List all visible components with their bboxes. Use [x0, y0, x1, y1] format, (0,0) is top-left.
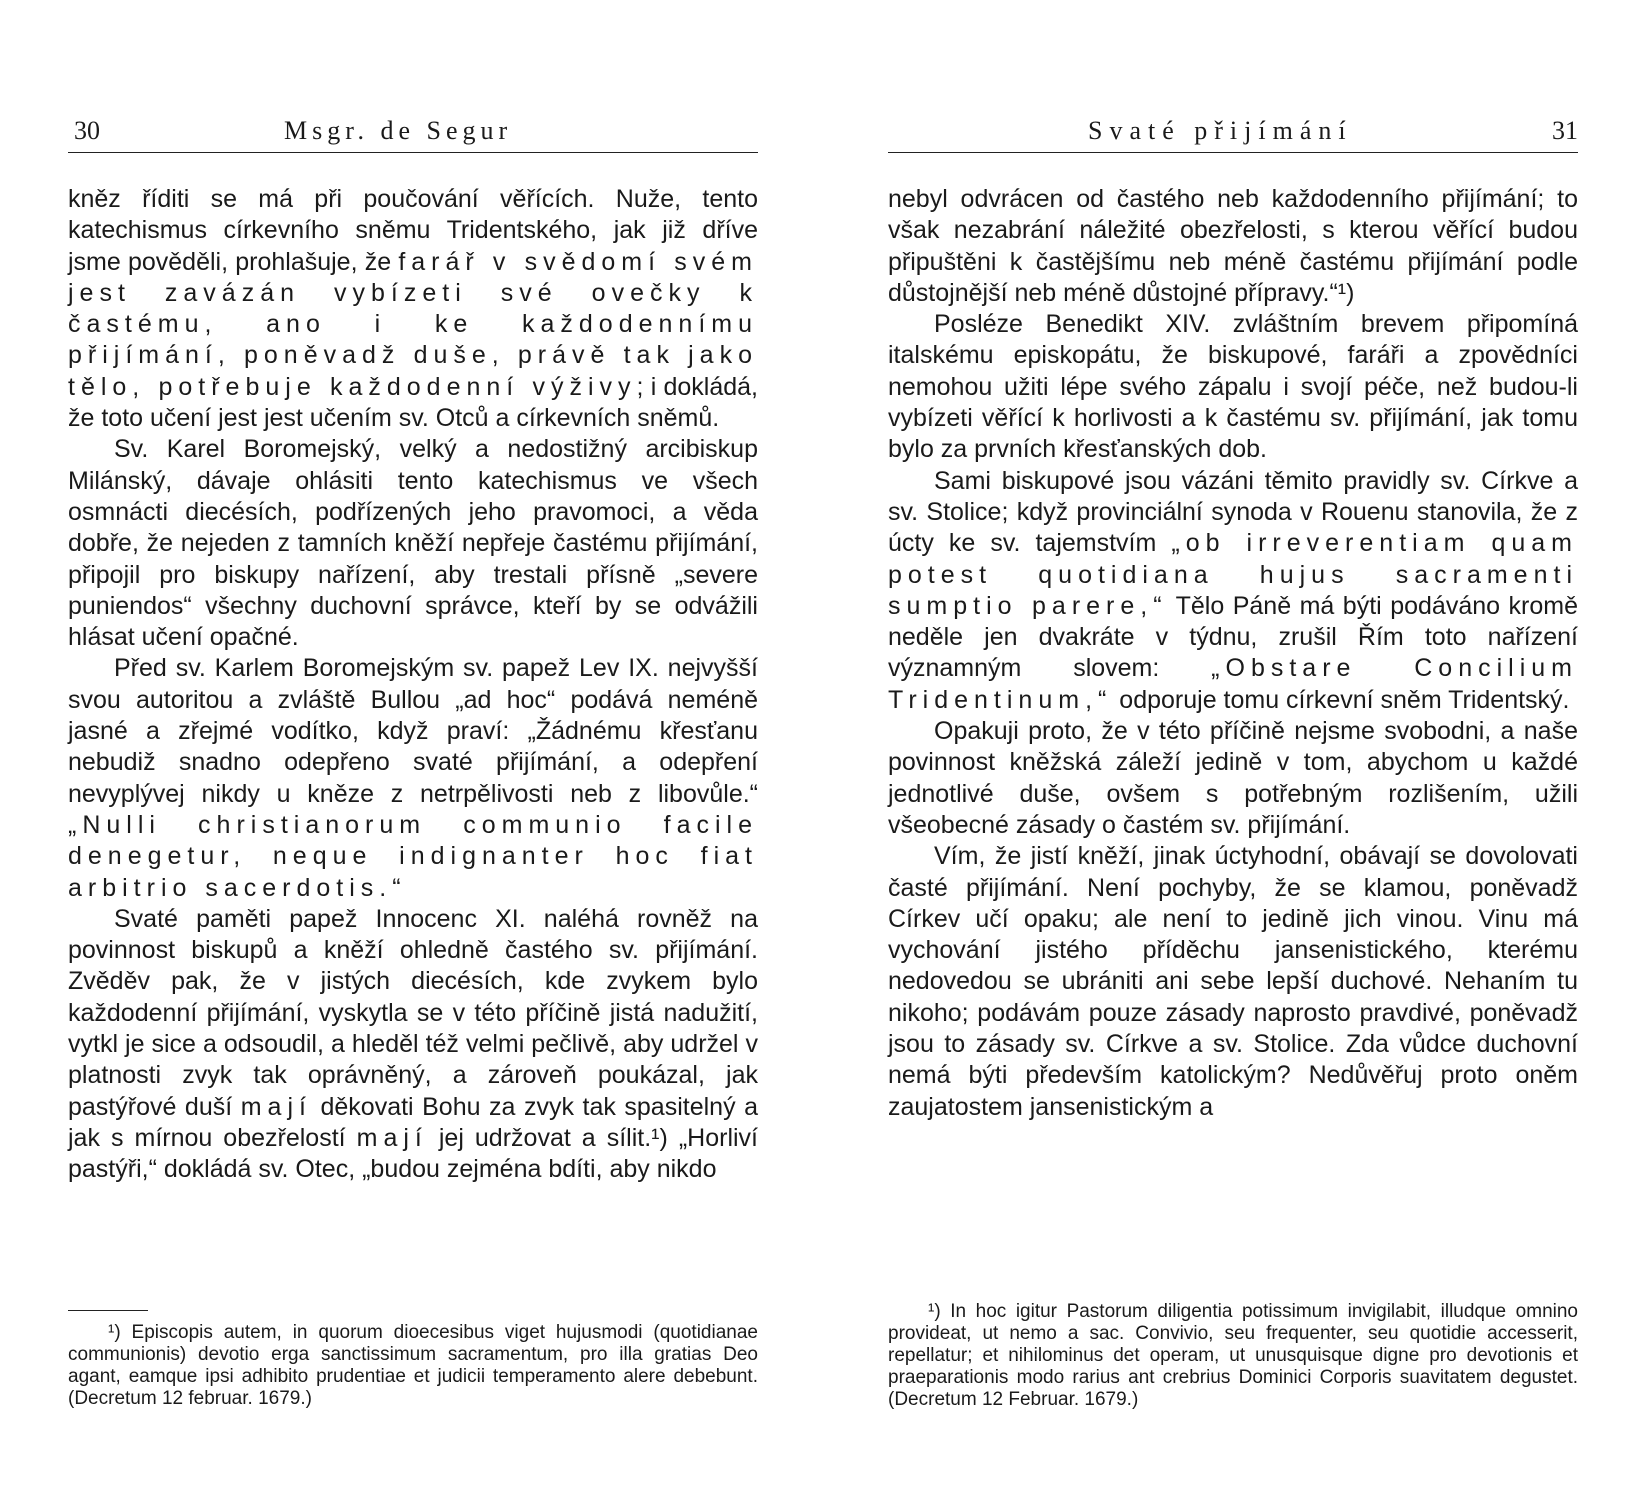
paragraph — [888, 466, 1578, 716]
paragraph — [888, 716, 1578, 841]
paragraph — [888, 184, 1578, 309]
running-title: Msgr. de Segur — [284, 116, 513, 145]
text-run: ; i dokládá, že toto učení jest jest učením sv. Otců a církevních sněmů. — [68, 372, 758, 433]
left-page-body — [68, 184, 758, 1186]
text-run: Vím, že jistí kněží, jinak úctyhodní, obávají se dovolovati časté přijímání. Není pochyby, že se klamou, poněvadž Církev učí opaku; ale není to jedině jich vinou. Vinu má vychování jistého příděchu jansenistického, kterému nedovedou se ubrániti ani sebe lepší duchové. Nehaním tu nikoho; podávám pouze zásady naprosto pravdivé, poněvadž jsou to zásady sv. Církve a sv. Stolice. Zda vůdce duchovní nemá býti především katolickým? Nedůvěřuj proto oněm zaujatostem jansenistickým a — [888, 842, 1578, 1121]
right-page-header — [888, 112, 1578, 153]
page-number: 30 — [74, 116, 100, 145]
right-page — [888, 0, 1578, 1500]
text-run: Sv. Karel Boromejský, velký a nedostižný arcibiskup Milánský, dávaje ohlásiti tento katechismus ve všech osmnácti diecésích, podřízených jeho pravomoci, a věda dobře, že nejeden z tamních kněží nepřeje častému přijímání, připojil pro biskupy nařízení, aby trestali přísně „severe puniendos“ všechny duchovní správce, kteří by se odvážili hlásat učení opačné. — [68, 435, 758, 652]
text-run: Posléze Benedikt XIV. zvláštním brevem připomíná italskému episkopátu, že biskupové, faráři a zpovědníci nemohou užiti lépe svého zápalu i svojí péče, než budou-li vybízeti věřící k horlivosti a k častému sv. přijímání, jak tomu bylo za prvních křesťanských dob. — [888, 310, 1578, 464]
paragraph — [888, 309, 1578, 465]
spaced-emphasis-text: „ob irreverentiam quam potest quotidiana hujus sacramenti sumptio parere,“ — [888, 529, 1579, 620]
spaced-emphasis-text: „Obstare Concilium Tridentinum,“ — [888, 654, 1579, 714]
paragraph — [68, 434, 758, 653]
text-run: Sami biskupové jsou vázáni těmito pravidly sv. Církve a sv. Stolice; když provinciální synoda v Rouenu stanovila, že z úcty ke sv. tajemstvím — [888, 466, 1578, 558]
footnote: ¹) Episcopis autem, in quorum dioecesibus viget hujusmodi (quotidianae communionis) devotio erga sanctissimum sacramentum, pro illa gratias Deo agant, eamque ipsi adhibito prudentiae et judicii temperamento alere debebunt. (Decretum 12 februar. 1679.) — [68, 1322, 758, 1409]
page-number: 31 — [1552, 116, 1578, 145]
spaced-emphasis-text: „Nulli christianorum communio facile denegetur, neque indignanter hoc fiat arbitrio sacerdotis.“ — [68, 810, 758, 902]
spaced-emphasis-text: mají — [240, 1092, 312, 1121]
footnote: ¹) In hoc igitur Pastorum diligentia potissimum invigilabit, illudque omnino provideat, ut nemo a sac. Convivio, seu frequenter, seu quotidie accesserit, repellatur; et nihilominus det operam, ut unusquisque digne pro devotionis et praeparationis modo rarius ant crebrius Dominici Corporis suavitatem degustet. (Decretum 12 Februar. 1679.) — [888, 1301, 1578, 1410]
text-run: Tělo Páně má býti podáváno kromě neděle jen dvakráte v týdnu, zrušil Řím toto nařízení významným slovem: — [888, 591, 1578, 683]
text-run: jej udržovat a sílit.¹) „Horliví pastýři,“ dokládá sv. Otec, „budou zejména bdíti, aby nikdo — [68, 1123, 758, 1184]
text-run: Svaté paměti papež Innocenc XI. naléhá rovněž na povinnost biskupů a kněží ohledně častého sv. přijímání. Zvěděv pak, že v jistých diecésích, kde zvykem bylo každodenní přijímání, vyskytla se v této příčině jistá nadužití, vytkl je sice a odsoudil, a hleděl též velmi pečlivě, aby udržel v platnosti zvyk tak oprávněný, a zároveň poukázal, jak pastýřové duší — [68, 904, 758, 1121]
running-title: Svaté přijímání — [1088, 116, 1353, 145]
footnote-rule — [68, 1310, 148, 1311]
paragraph — [68, 653, 758, 903]
right-page-body — [888, 184, 1578, 1123]
spaced-emphasis-text: mají — [356, 1123, 428, 1152]
paragraph — [68, 184, 758, 434]
text-run: odporuje tomu církevní sněm Tridentský. — [1112, 685, 1570, 714]
text-run: nebyl odvrácen od častého neb každodenního přijímání; to však nezabrání náležité obezřelosti, s kterou věřící budou připuštěni k častějšímu neb méně častému přijímání podle důstojnější neb méně důstojné přípravy.“¹) — [888, 185, 1578, 307]
paragraph — [888, 841, 1578, 1123]
text-run: Před sv. Karlem Boromejským sv. papež Lev IX. nejvyšší svou autoritou a zvláště Bullou „ad hoc“ podává neméně jasné a zřejmé vodítko, když praví: „Žádnému křesťanu nebudiž snadno odepřeno svaté přijímání, a odepření nevyplývej nikdy u kněze z netrpělivosti neb z libovůle.“ — [68, 654, 758, 808]
text-run: děkovati Bohu za zvyk tak spasitelný a jak s mírnou obezřelostí — [68, 1092, 759, 1152]
left-page-header — [68, 112, 758, 153]
text-run: kněz říditi se má při poučování věřících. Nuže, tento katechismus církevního sněmu Tridentského, jak již dříve jsme pověděli, prohlašuje, že — [68, 185, 758, 276]
text-run: Opakuji proto, že v této příčině nejsme svobodni, a naše povinnost kněžská záleží jedině v tom, abychom u každé jednotlivé duše, ovšem s potřebným rozlišením, užili všeobecné zásady o častém sv. přijímání. — [888, 717, 1578, 839]
paragraph — [68, 904, 758, 1186]
left-page — [68, 0, 758, 1500]
spaced-emphasis-text: farář v svědomí svém jest zavázán vybízeti své ovečky k častému, ano i ke každodennímu přijímání, poněvadž duše, právě tak jako tělo, potřebuje každodenní výživy — [68, 247, 758, 401]
